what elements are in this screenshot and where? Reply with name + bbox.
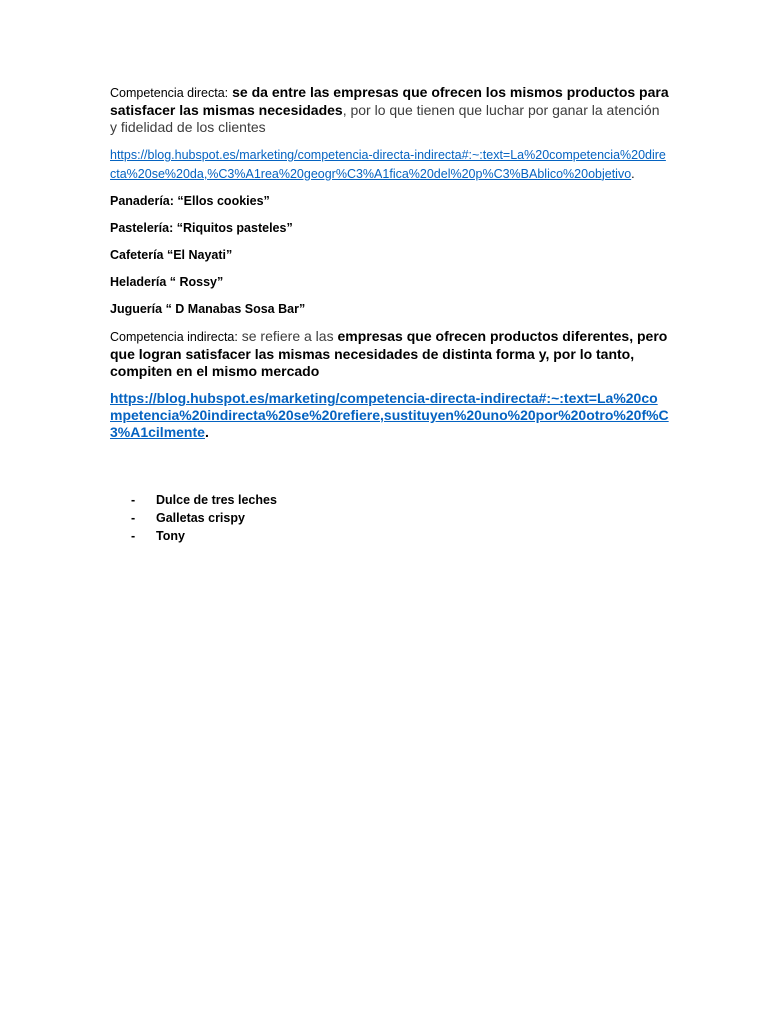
list-item-text: Tony xyxy=(156,528,185,543)
list-dash: - xyxy=(131,493,136,507)
direct-competitor-bakery: Panadería: “Ellos cookies” xyxy=(110,194,270,208)
direct-competition-source xyxy=(110,146,670,183)
list-dash: - xyxy=(131,510,136,525)
direct-competitor-cafe: Cafetería “El Nayati” xyxy=(110,248,233,262)
direct-competitor-juice: Juguería “ D Manabas Sosa Bar” xyxy=(110,302,306,316)
indirect-products-list xyxy=(131,492,277,545)
list-item xyxy=(131,510,277,528)
list-item-text: Dulce de tres leches xyxy=(156,493,277,507)
direct-competitor-icecream: Heladería “ Rossy” xyxy=(110,275,224,289)
indirect-competition-intro: se refiere a las xyxy=(237,328,338,344)
indirect-competition-paragraph xyxy=(110,328,670,380)
direct-competition-definition: se da entre las empresas que ofrecen los mismos productos para satisfacer las mismas necesidades xyxy=(110,84,669,118)
direct-competitor-pastry: Pastelería: “Riquitos pasteles” xyxy=(110,221,293,235)
indirect-competition-definition: empresas que ofrecen productos diferentes, pero que logran satisfacer las mismas necesidades de distinta forma y, por lo tanto, compiten en el mismo mercado xyxy=(110,328,668,379)
direct-competition-continuation: , por lo que tienen que luchar por ganar la atención y fidelidad de los clientes xyxy=(110,102,660,135)
indirect-competition-source xyxy=(110,390,670,441)
direct-competition-paragraph xyxy=(110,84,670,136)
document-content xyxy=(110,84,670,451)
list-item xyxy=(131,492,277,510)
list-item-text: Galletas crispy xyxy=(156,510,245,525)
list-item xyxy=(131,528,277,546)
indirect-competition-label: Competencia indirecta: xyxy=(110,330,238,344)
direct-competition-label: Competencia directa: xyxy=(110,86,229,100)
link-period: . xyxy=(631,166,635,181)
direct-competition-link[interactable]: https://blog.hubspot.es/marketing/competencia-directa-indirecta#:~:text=La%20competencia%20directa%20se%20da,%C3%A1rea%20geogr%C3%A1fica%20del%20p%C3%BAblico%20objetivo xyxy=(110,148,666,181)
link-period: . xyxy=(204,424,209,440)
list-dash: - xyxy=(131,528,136,543)
indirect-competition-link[interactable]: https://blog.hubspot.es/marketing/competencia-directa-indirecta#:~:text=La%20competencia%20indirecta%20se%20refiere,sustituyen%20uno%20por%20otro%20f%C3%A1cilmente xyxy=(110,390,669,440)
